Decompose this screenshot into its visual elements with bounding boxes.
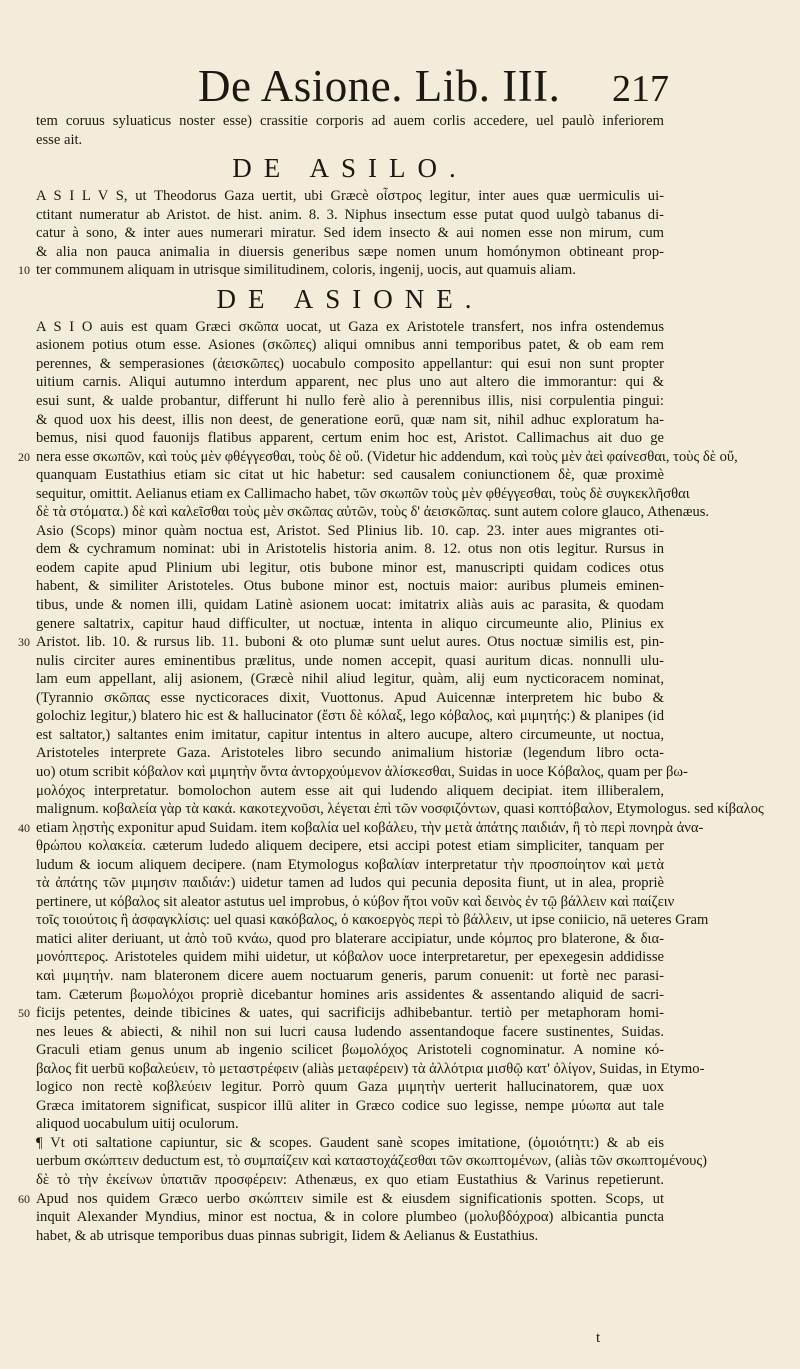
text-line: etiam λῃστὴς exponitur apud Suidam. item κοβαλία uel κοβάλευ, τὴν μετὰ ἀπάτης παιδιάν, ἢ τὸ περὶ πονηρὰ ἀνα- 40 (18, 819, 704, 836)
text-line: pertinere, ut κόβαλος sit aleator astutus uel improbus, ὁ κύβον ἤτοι νοῦν καὶ δεινὸς ἐν τῷ βάλλειν καὶ παίζειν (36, 893, 675, 910)
heading-asione: DE ASIONE. (216, 283, 484, 314)
text-line: βαλος fit uerbū κοβαλεύειν, τὸ μεταστρέφειν (aliàs μεταφέρειν) τὰ ἀλλότρια μισθῷ κατ' ὀλίγον, Suidas, in Etymo- (36, 1060, 705, 1077)
text-line: Apud nos quidem Græco uerbo σκώπτειν simile est & eiusdem significationis spotten. Scops, ut 60 (18, 1190, 664, 1207)
text-line: ¶ Vt oti saltatione capiuntur, sic & scopes. Gaudent sanè scopes imitatione, (ὁμοιότητι:) & ab eis (36, 1134, 664, 1151)
page-header (0, 58, 800, 118)
text-line: logico non rectè κοβλεύειν legitur. Porrò quum Gaza μιμητὴν uerterit hallucinatorem, quæ uox (36, 1079, 664, 1096)
text-line: matici aliter deriuant, ut ἀπὸ τοῦ κνάω, quod pro blaterare accipiatur, unde κόμπος pro blaterone, & δια- (36, 930, 664, 947)
heading-asilo: DE ASILO. (232, 153, 468, 184)
scopes-section (18, 1134, 707, 1245)
text-line: dem & cychramum nominat: ubi in Aristotelis historia anim. 8. 12. otus non otis legitur. Rursus in (36, 541, 664, 558)
text-line: habet, & ab utrisque temporibus duas pinnas subrigit, Iidem & Aelianus & Eustathius. (36, 1227, 539, 1244)
text-line: uo) otum scribit κόβαλον καὶ μιμητὴν ὄντα ἀντορχούμενον ἁλίσκεσθαι, Suidas in uoce Κόβαλος, quam per βω- (36, 763, 688, 780)
text-line: asionem potius otum esse. Asiones (σκῶπες) aliqui omnibus anni temporibus patet, & ob eam rem (36, 337, 664, 354)
text-line: esse ait. (36, 131, 83, 148)
text-line: τοῖς τοιούτοις ἢ ἀσφαγκλίσις: uel quasi κακόβαλος, ὁ κακοεργὸς περὶ τὸ βάλλειν, ut ipse coniicio, nā ueteres Gram (36, 912, 709, 929)
margin-line-number: 20 (18, 449, 30, 464)
text-block (18, 112, 764, 1245)
text-line: Aristot. lib. 10. & rursus lib. 11. buboni & oto plumæ sunt uelut aures. Otus noctuæ similis est, pin- 30 (18, 634, 664, 651)
text-line: A S I L V S, ut Theodorus Gaza uertit, ubi Græcè οἶστρος legitur, inter aues quæ uermiculis ui- (36, 188, 664, 205)
margin-line-number: 30 (18, 635, 30, 650)
text-line: ludum & iocum aliquem decipere. (nam Etymologus κοβαλίαν interpretatur τὴν προσποίητον καὶ μετὰ (36, 856, 664, 873)
margin-line-number: 50 (18, 1006, 30, 1021)
page-number: 217 (612, 68, 669, 110)
text-line: bemus, nisi quod fauonijs flatibus apparent, certum enim hoc est, Aristot. Callimachus ait duo ge (36, 430, 664, 447)
text-line: τὰ ἀπάτης τῶν μιμησιν παιδιάν:) uidetur tamen ad ludos qui pecunia deposita fiunt, ut in alea, propriè (36, 875, 664, 892)
text-line: ficijs petentes, deinde tibicines & uates, qui sacrificijs adhibebantur. tertiò per metaphoram homi- 50 (18, 1005, 664, 1022)
text-line: inquit Alexander Myndius, minor est noctua, & in colore plumbeo (μολυβδόχροα) albicantia puncta (36, 1209, 664, 1226)
margin-line-number: 60 (18, 1191, 30, 1206)
text-line: ctitant numeratur ab Aristot. de hist. anim. 8. 3. Niphus insectum esse putat quod uulgò tabanus di- (36, 206, 664, 223)
text-line: nes leues & abiecti, & nihil non sui lucri causa ludendo assentandoque facere sustinentes, Suidas. (36, 1023, 664, 1040)
text-line: genere saltatrix, capitur haud difficulter, ut noctuæ, intenta in aliquo circumeunte alio, Plinius ex (36, 615, 664, 632)
text-line: Græca imitatorem significat, suspicor illū aliter in Græco codice suo legisse, nempe μύωπα aut tale (36, 1097, 664, 1114)
text-line: μολόχος interpretatur. bomolochon autem esse ait qui ludendo aliquem decipiat. item illiberalem, (36, 782, 664, 799)
running-title: De Asione. Lib. III. (198, 61, 561, 111)
text-line: & quod uox his deest, illis non deest, de generatione eorū, quæ nam sit, nihil adhuc exploratum ha- (36, 411, 664, 428)
text-line: est saltator,) saltantes enim imitatur, capitur intentus in altero aucupe, altero circumeunte, ut noctua, (36, 726, 664, 743)
text-line: eodem capite apud Plinium ubi legitur, otis bubone minor est, manuscripti quidam codices otus (36, 559, 664, 576)
text-line: tem coruus syluaticus noster esse) crassitie corporis ad auem corlis accedere, uel paulò inferiorem (36, 113, 664, 129)
text-line: μονόπτερος. Aristoteles quidem mihi uidetur, ut κόβαλον uoce interpretaretur, per epexegesin addidisse (36, 949, 664, 966)
asilo-section (18, 187, 664, 280)
margin-line-number: 10 (18, 263, 30, 278)
text-line: sequitur, omittit. Aelianus etiam ex Callimacho habet, τῶν σκωπῶν τοὺς μὲν φθέγγεσθαι, τοὺς δὲ συγκεκλῆσθαι (36, 485, 690, 502)
text-line: ter communem aliquam in utrisque similitudinem, coloris, ingenij, uocis, aut quamuis aliam. 10 (18, 262, 576, 279)
text-line: Asio (Scops) minor quàm noctua est, Aristot. Sed Plinius lib. 10. cap. 23. inter aues migrantes oti- (36, 522, 664, 539)
text-line: golochiz legitur,) blatero hic est & hallucinator (ἔστι δὲ κόλαξ, lego κόβαλος, καὶ μιμητής:) & planipes (id (36, 708, 664, 725)
text-line: malignum. κοβαλεία γὰρ τὰ κακά. κακοτεχνοῦσι, λέγεται ἐπὶ τῶν νοσφιζόντων, quasi κοπτόβαλον, Etymologus. sed κίβαλος (36, 801, 764, 818)
asione-section (18, 318, 764, 1134)
text-line: θρώπου κολακεία. cæterum ludedo aliquem decipere, etsi accipi potest etiam simpliciter, tanquam per (36, 838, 664, 855)
text-line: nera esse σκωπῶν, καὶ τοὺς μὲν φθέγγεσθαι, τοὺς δὲ οὔ. (Videtur hic addendum, καὶ τοὺς μὲν ἀεὶ φαίνεσθαι, τοὺς δὲ οὔ, 20 (18, 448, 738, 465)
text-line: uitium carnis. Aliqui autumno interdum apparent, nec plus uno aut altero die immorantur: qui & (36, 374, 664, 391)
text-line: & alia non pauca animalia in diuersis generibus sæpe nomen unum homónymon obtineant prop- (36, 243, 664, 260)
text-line: quanquam Eustathius etiam sic citat ut hic habetur: sed causalem coniunctionem δὲ, quæ proximè (36, 467, 664, 484)
text-line: uerbum σκώπτειν deductum est, τὸ συμπαίζειν καὶ καταστοχάζεσθαι τῶν σκωπτομένων, (aliàs τῶν σκωπτομένους) (36, 1153, 707, 1170)
text-line: tibus, unde & nomen illi, quidam Latinè asionem uocat: imitatrix aliàs auis ac parasita, & quodam (36, 597, 664, 614)
text-line: aliquod uocabulum uitij oculorum. (36, 1116, 239, 1133)
text-line: Graculi etiam genus unum ab ingenio scilicet βωμολόχος Aristoteli cognominatur. A nomine κό- (36, 1042, 664, 1059)
top-lines (36, 112, 664, 149)
signature-mark: t (596, 1330, 601, 1346)
text-line: esui sunt, & ualde probantur, differunt hi nullo ferè alio à perennibus illis, nisi corpulentia pingui: (36, 393, 664, 410)
text-line: tam. Cæterum βωμολόχοι propriè dicebantur homines aris assidentes & assentando aliquid de sacri- (36, 986, 664, 1003)
text-line: catur à sono, & inter aues numerari miratur. Sed idem insecto & aui nomen esse non mirum, cum (36, 225, 664, 242)
text-line: δὲ τὰ στόματα.) δὲ καὶ καλεῖσθαι τοὺς μὲν σκῶπας αὐτῶν, τοὺς δ' ἀεισκῶπας. sunt autem colore glauco, Athenæus. (36, 504, 710, 521)
text-line: δὲ τὸ τὴν ἐκείνων ὑπατιᾶν προσφέρειν: Athenæus, ex quo etiam Eustathius & Varinus repetierunt. (36, 1171, 664, 1188)
text-line: Aristoteles interprete Gaza. Aristoteles libro secundo animalium historiæ (legendum libro octa- (36, 745, 664, 762)
text-line: lam eum appellant, alij asionem, (Græcè nihil aliud legitur, quàm, alij eum nycticoracem nominat, (36, 671, 664, 688)
text-line: nulis circiter aures eminentibus prælitus, unde nomen accepit, quasi auritum dicas. nonnulli ulu- (36, 652, 664, 669)
margin-line-number: 40 (18, 820, 30, 835)
text-line: καὶ μιμητήν. nam blateronem dicere auem noctuarum generis, parum conuenit: ut fortè nec parasi- (36, 967, 664, 984)
text-line: perennes, & semperasiones (ἀεισκῶπες) uocabulo composito appellantur: qui esui non sunt propter (36, 355, 664, 372)
text-line: habent, & similiter Aristoteles. Otus bubone minor est, noctuis maior: auribus plumeis eminen- (36, 578, 664, 595)
text-line: A S I O auis est quam Græci σκῶπα uocat, ut Gaza ex Aristotele transfert, nos infra ostendemus (36, 318, 664, 335)
text-line: (Tyrannio σκῶπας esse nycticoraces dixit, Vuottonus. Apud Auicennæ interpretem hic bubo & (36, 689, 664, 706)
